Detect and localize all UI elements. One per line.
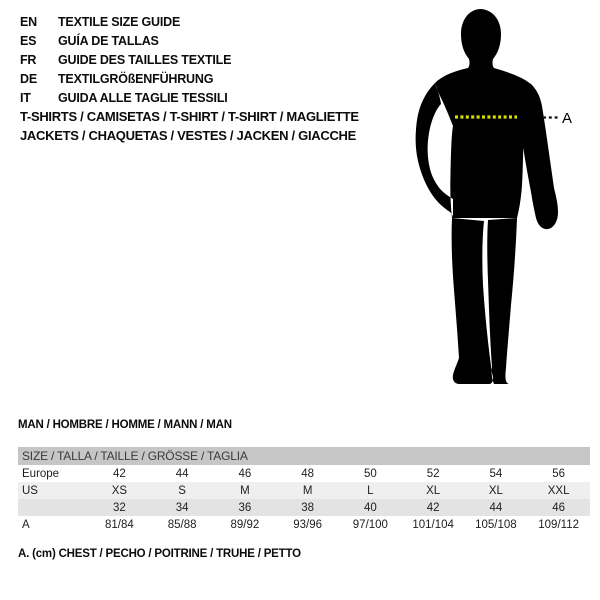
size-table-header-row	[18, 447, 590, 465]
size-cell: 97/100	[352, 518, 388, 531]
size-figure	[395, 0, 600, 400]
size-cell: M	[240, 484, 250, 497]
language-row	[20, 32, 231, 51]
language-title: TEXTILE SIZE GUIDE	[58, 15, 181, 29]
language-code: DE	[20, 72, 37, 86]
size-cell: 42	[426, 501, 440, 514]
size-cell: 44	[175, 467, 189, 480]
category-lines	[20, 107, 359, 145]
size-cell: 52	[426, 467, 440, 480]
language-row	[20, 13, 231, 32]
language-title: TEXTILGRÖßENFÜHRUNG	[58, 72, 214, 86]
language-row	[20, 70, 231, 89]
size-cell: 89/92	[230, 518, 260, 531]
language-title: GUÍA DE TALLAS	[58, 34, 159, 48]
size-cell: 34	[175, 501, 189, 514]
row-label: Europe	[22, 467, 60, 480]
size-cell: 36	[238, 501, 252, 514]
size-cell: 40	[363, 501, 377, 514]
size-cell: 46	[552, 501, 566, 514]
size-cell: XL	[426, 484, 441, 497]
language-code: ES	[20, 34, 37, 48]
size-table	[18, 447, 590, 533]
language-code: IT	[20, 91, 31, 105]
size-cell: 85/88	[167, 518, 197, 531]
size-cell: 50	[363, 467, 377, 480]
row-label: A	[22, 518, 30, 531]
row-label	[18, 499, 88, 516]
size-cell: M	[302, 484, 313, 497]
language-list	[20, 13, 231, 108]
measurement-footnote: A. (cm) CHEST / PECHO / POITRINE / TRUHE / PETTO	[18, 548, 301, 560]
size-table-header: SIZE / TALLA / TAILLE / GRÖSSE / TAGLIA	[18, 447, 590, 465]
size-cell: XXL	[547, 484, 570, 497]
size-cell: 54	[489, 467, 503, 480]
size-cell: 101/104	[412, 518, 454, 531]
language-title: GUIDE DES TAILLES TEXTILE	[58, 53, 232, 67]
size-cell: 81/84	[104, 518, 134, 531]
size-cell: XS	[111, 484, 128, 497]
section-title-man: MAN / HOMBRE / HOMME / MANN / MAN	[18, 419, 232, 431]
language-code: FR	[20, 53, 37, 67]
table-row	[18, 482, 590, 499]
size-cell: L	[367, 484, 374, 497]
size-cell: 46	[238, 467, 252, 480]
size-cell: 32	[112, 501, 126, 514]
man-silhouette-figure	[395, 0, 600, 400]
table-row	[18, 516, 590, 533]
size-cell: S	[178, 484, 186, 497]
size-cell: 44	[489, 501, 503, 514]
table-row	[18, 465, 590, 482]
language-code: EN	[20, 15, 37, 29]
size-cell: 38	[301, 501, 315, 514]
size-cell: 105/108	[475, 518, 517, 531]
measure-label-a: A	[562, 110, 573, 127]
size-cell: 56	[552, 467, 566, 480]
size-cell: XL	[488, 484, 503, 497]
row-label: US	[22, 484, 38, 497]
language-title: GUIDA ALLE TAGLIE TESSILI	[58, 91, 228, 105]
size-cell: 42	[112, 467, 126, 480]
size-cell: 48	[301, 467, 315, 480]
category-line-jackets: JACKETS / CHAQUETAS / VESTES / JACKEN / GIACCHE	[20, 128, 356, 143]
size-cell: 93/96	[293, 518, 323, 531]
table-row	[18, 499, 590, 516]
category-line-tshirts: T-SHIRTS / CAMISETAS / T-SHIRT / T-SHIRT / MAGLIETTE	[20, 109, 359, 124]
language-row	[20, 89, 231, 108]
language-row	[20, 51, 231, 70]
size-cell: 109/112	[538, 518, 579, 531]
man-silhouette	[416, 9, 558, 384]
